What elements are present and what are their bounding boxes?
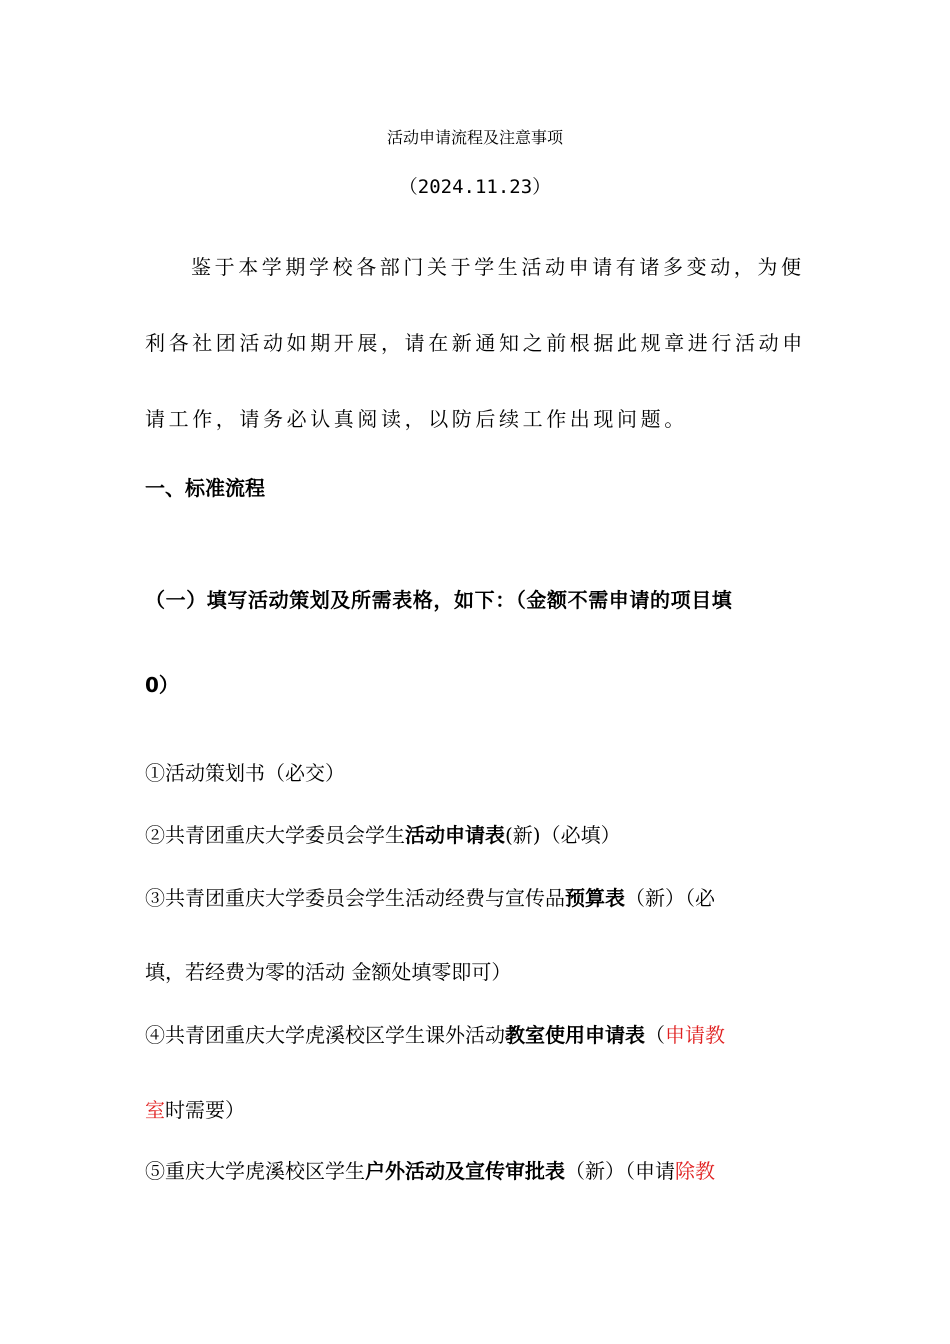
subsection-heading-fill-forms-cont: 0）: [145, 673, 179, 697]
item4-suffix: 时需要）: [165, 1098, 245, 1122]
item4-bold-text: 教室使用申请表: [505, 1023, 645, 1047]
list-item-classroom-form: [145, 1020, 807, 1050]
item2-bold-text: 活动申请表: [405, 823, 505, 847]
list-item-budget-form: [145, 883, 807, 913]
item5-highlight-text: 除教: [675, 1159, 715, 1183]
item2-suffix: (新)（必填）: [505, 823, 621, 847]
item4-text: ④共青团重庆大学虎溪校区学生课外活动: [145, 1023, 505, 1047]
intro-paragraph: 鉴于本学期学校各部门关于学生活动申请有诸多变动，为便利各社团活动如期开展，请在新通知之前根据此规章进行活动申请工作，请务必认真阅读，以防后续工作出现问题。: [145, 255, 806, 431]
subsection-heading-fill-forms: （一）填写活动策划及所需表格，如下：（金额不需申请的项目填: [145, 588, 733, 612]
list-item-classroom-form-cont: [145, 1095, 807, 1125]
item5-text: ⑤重庆大学虎溪校区学生: [145, 1159, 365, 1183]
item5-suffix: （新）（申请: [565, 1159, 675, 1183]
item4-highlight-cont: 室: [145, 1098, 165, 1122]
list-item-activity-plan: ①活动策划书（必交）: [145, 761, 345, 785]
document-date: （2024.11.23）: [398, 176, 552, 198]
item2-text: ②共青团重庆大学委员会学生: [145, 823, 405, 847]
item5-bold-text: 户外活动及宣传审批表: [365, 1159, 565, 1183]
item3-bold-text: 预算表: [565, 886, 625, 910]
item4-paren: （: [645, 1023, 665, 1047]
list-item-budget-form-cont: 填，若经费为零的活动 金额处填零即可）: [145, 960, 512, 984]
document-title: 活动申请流程及注意事项: [386, 128, 563, 147]
section-heading-standard-process: 一、标准流程: [145, 476, 265, 500]
item4-highlight-text: 申请教: [665, 1023, 725, 1047]
list-item-outdoor-approval-form: [145, 1156, 807, 1186]
item3-text: ③共青团重庆大学委员会学生活动经费与宣传品: [145, 886, 565, 910]
list-item-activity-application-form: [145, 820, 807, 850]
item3-suffix: （新）（必: [625, 886, 715, 910]
